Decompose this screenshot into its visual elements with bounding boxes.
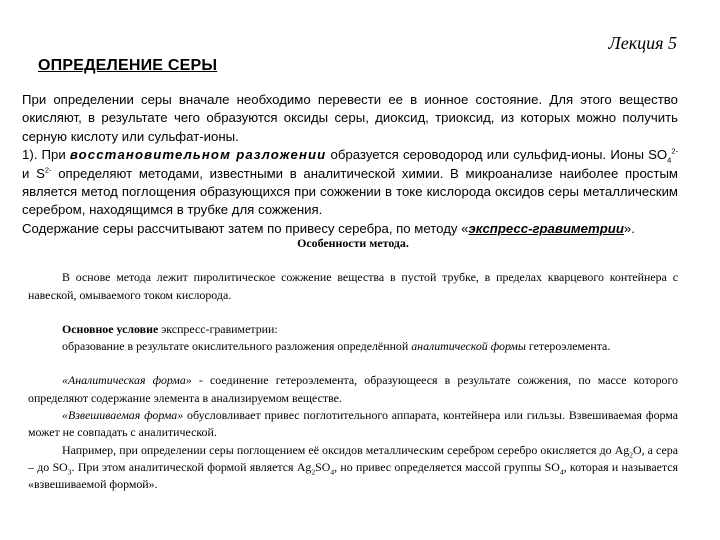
analytic-form-term: аналитической формы (411, 339, 526, 354)
text-span: экспресс-гравиметрии: (158, 321, 278, 336)
text-span: , которая и называется «взвешиваемой формой». (28, 459, 678, 492)
subscript: 4 (559, 467, 564, 477)
subscript: 3 (67, 467, 72, 477)
lecture-number: Лекция 5 (608, 33, 677, 53)
intro-section (22, 91, 678, 238)
method-features-section (28, 235, 678, 494)
text-span: Содержание серы рассчитывают затем по привесу серебра, по методу « (22, 220, 469, 236)
express-gravimetry-term: экспресс-гравиметрии (468, 220, 624, 236)
text-span: обусловливает привес поглотительного аппарата, контейнера или гильзы. Взвешиваемая форма может не совпадать с аналитической. (28, 408, 679, 440)
features-heading: Особенности метода. (297, 236, 409, 250)
text-span: , но привес определяется массой группы SO (334, 459, 560, 474)
text-span: SO (315, 459, 331, 474)
main-condition-text (28, 338, 678, 355)
main-condition-line (28, 321, 678, 338)
text-span: Например, при определении серы поглощением её оксидов металлическим серебром серебро окисляется до Ag (62, 442, 630, 457)
text-span: гетероэлемента. (525, 339, 611, 354)
example-paragraph (28, 442, 678, 494)
text-span: . При этом аналитической формой является Ag (71, 459, 312, 474)
reductive-decomposition-term: восстановительном разложении (69, 147, 327, 163)
text-span: 1). При (22, 147, 70, 163)
analytic-form-definition (28, 372, 678, 407)
text-span: ». (623, 220, 635, 236)
superscript: 2- (44, 165, 52, 175)
text-span: образуется сероводород или сульфид-ионы. Ионы SO (326, 147, 668, 163)
weighed-form-label: «Взвешиваемая форма» (62, 408, 184, 423)
intro-paragraph-1: При определении серы вначале необходимо перевести ее в ионное состояние. Для этого вещество окисляют, в результате чего образуются оксиды серы, диоксид, триоксид, из которых можно получить серную кислоту или сульфат-ионы. (22, 92, 678, 144)
text-span: определяют методами, известными в аналитической химии. В микроанализе наиболее простым является метод поглощения образующихся при сожжении в токе кислорода оксидов серы металлическим серебром, находящимся в трубке для сожжения. (22, 165, 678, 218)
text-span: O, а сера – до SO (28, 442, 678, 474)
method-basis-paragraph: В основе метода лежит пиролитическое сожжение вещества в пустой трубке, в пределах кварцевого контейнера с навеской, омываемого током кислорода. (28, 270, 678, 302)
page-title: ОПРЕДЕЛЕНИЕ СЕРЫ (38, 57, 218, 74)
subscript: 4 (330, 467, 335, 477)
text-span: - соединение гетероэлемента, образующееся в результате сожжения, по массе которого определяют содержание элемента в анализируемом веществе. (28, 373, 679, 405)
subscript: 2 (629, 450, 634, 460)
text-span: и S (22, 165, 45, 181)
analytic-form-label: «Аналитическая форма» (62, 373, 192, 388)
superscript: 2- (671, 146, 678, 156)
main-condition-label: Основное условие (62, 321, 159, 336)
text-span: образование в результате окислительного разложения определённой (62, 339, 412, 354)
intro-paragraph-2 (22, 146, 678, 220)
subscript: 2 (311, 467, 316, 477)
subscript: 4 (667, 155, 672, 165)
weighed-form-definition (28, 407, 678, 442)
